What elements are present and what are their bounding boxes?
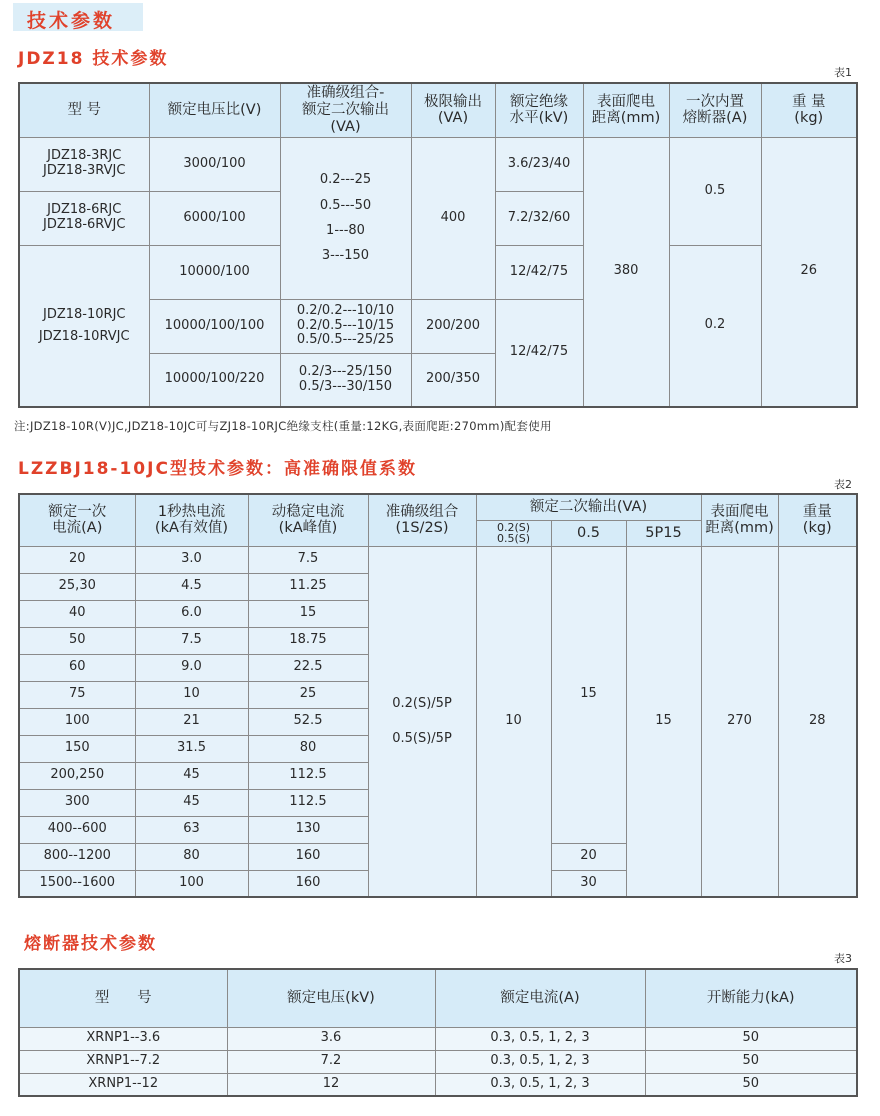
t3-current: 0.3, 0.5, 1, 2, 3 bbox=[435, 1073, 645, 1096]
t1-limit-r5: 200/350 bbox=[411, 353, 495, 407]
t1-header-fuse: 一次内置 熔断器(A) bbox=[669, 83, 761, 137]
t2-dynamic-current: 11.25 bbox=[248, 573, 368, 600]
t2-thermal-current: 21 bbox=[135, 708, 248, 735]
t3-current: 0.3, 0.5, 1, 2, 3 bbox=[435, 1027, 645, 1050]
t3-breaking: 50 bbox=[645, 1027, 857, 1050]
t1-accuracy-main: 0.2---25 0.5---50 1---80 3---150 bbox=[280, 137, 411, 299]
table3-body bbox=[19, 1027, 857, 1096]
t1-limit-r4: 200/200 bbox=[411, 299, 495, 353]
t1-model-6: JDZ18-6RJC JDZ18-6RVJC bbox=[19, 191, 149, 245]
table1-header-row bbox=[19, 83, 857, 137]
t2-header-output: 额定二次输出(VA) bbox=[476, 494, 701, 520]
t1-creepage: 380 bbox=[583, 137, 669, 407]
table-lzzbj18 bbox=[18, 493, 858, 898]
t1-ratio: 3000/100 bbox=[149, 137, 280, 191]
table-row bbox=[19, 1027, 857, 1050]
t2-thermal-current: 80 bbox=[135, 843, 248, 870]
t2-dynamic-current: 112.5 bbox=[248, 789, 368, 816]
table3-heading: 熔断器技术参数 bbox=[24, 934, 157, 954]
table-row bbox=[19, 1073, 857, 1096]
t1-insulation: 12/42/75 bbox=[495, 245, 583, 299]
t2-primary-current: 50 bbox=[19, 627, 135, 654]
t1-insulation: 7.2/32/60 bbox=[495, 191, 583, 245]
t3-current: 0.3, 0.5, 1, 2, 3 bbox=[435, 1050, 645, 1073]
table-row bbox=[19, 546, 857, 573]
t2-thermal-current: 7.5 bbox=[135, 627, 248, 654]
table-row bbox=[19, 137, 857, 191]
t2-primary-current: 20 bbox=[19, 546, 135, 573]
t3-model: XRNP1--3.6 bbox=[19, 1027, 227, 1050]
table2-heading: LZZBJ18-10JC型技术参数：高准确限值系数 bbox=[18, 459, 417, 479]
t1-header-ratio: 额定电压比(V) bbox=[149, 83, 280, 137]
t2-header-thermal: 1秒热电流 (kA有效值) bbox=[135, 494, 248, 546]
table-jdz18 bbox=[18, 82, 858, 408]
t1-model-3: JDZ18-3RJC JDZ18-3RVJC bbox=[19, 137, 149, 191]
t1-header-insulation: 额定绝缘 水平(kV) bbox=[495, 83, 583, 137]
t3-model: XRNP1--12 bbox=[19, 1073, 227, 1096]
t2-primary-current: 400--600 bbox=[19, 816, 135, 843]
t1-fuse-a: 0.5 bbox=[669, 137, 761, 245]
t1-ratio: 10000/100/100 bbox=[149, 299, 280, 353]
table2-header-row bbox=[19, 494, 857, 520]
t2-dynamic-current: 25 bbox=[248, 681, 368, 708]
t3-header-voltage: 额定电压(kV) bbox=[227, 969, 435, 1027]
t1-model-10: JDZ18-10RJC JDZ18-10RVJC bbox=[19, 245, 149, 407]
t1-header-limit: 极限输出 (VA) bbox=[411, 83, 495, 137]
t2-primary-current: 60 bbox=[19, 654, 135, 681]
t2-primary-current: 25,30 bbox=[19, 573, 135, 600]
t1-weight: 26 bbox=[761, 137, 857, 407]
t1-header-creepage: 表面爬电 距离(mm) bbox=[583, 83, 669, 137]
t1-insulation: 3.6/23/40 bbox=[495, 137, 583, 191]
t1-ratio: 6000/100 bbox=[149, 191, 280, 245]
t2-thermal-current: 4.5 bbox=[135, 573, 248, 600]
t2-creepage: 270 bbox=[701, 546, 778, 897]
t2-thermal-current: 63 bbox=[135, 816, 248, 843]
t2-dynamic-current: 15 bbox=[248, 600, 368, 627]
t2-header-primary: 额定一次 电流(A) bbox=[19, 494, 135, 546]
t1-limit-main: 400 bbox=[411, 137, 495, 299]
table1-note: 注:JDZ18-10R(V)JC,JDZ18-10JC可与ZJ18-10RJC绝缘支柱(重量:12KG,表面爬距:270mm)配套使用 bbox=[14, 419, 552, 433]
table-fuse bbox=[18, 968, 858, 1097]
t2-weight: 28 bbox=[778, 546, 857, 897]
t2-output-05: 15 bbox=[551, 546, 626, 843]
t1-fuse-b: 0.2 bbox=[669, 245, 761, 407]
t2-dynamic-current: 18.75 bbox=[248, 627, 368, 654]
t2-header-accuracy: 准确级组合 (1S/2S) bbox=[368, 494, 476, 546]
t2-header-dynamic: 动稳定电流 (kA峰值) bbox=[248, 494, 368, 546]
t2-thermal-current: 6.0 bbox=[135, 600, 248, 627]
t2-thermal-current: 31.5 bbox=[135, 735, 248, 762]
table3-label: 表3 bbox=[834, 952, 852, 965]
t2-dynamic-current: 112.5 bbox=[248, 762, 368, 789]
t1-ratio: 10000/100/220 bbox=[149, 353, 280, 407]
table-row bbox=[19, 1050, 857, 1073]
t1-ratio: 10000/100 bbox=[149, 245, 280, 299]
t3-header-model: 型 号 bbox=[19, 969, 227, 1027]
t1-accuracy-r4: 0.2/0.2---10/10 0.2/0.5---10/15 0.5/0.5---25/25 bbox=[280, 299, 411, 353]
t2-thermal-current: 10 bbox=[135, 681, 248, 708]
t3-model: XRNP1--7.2 bbox=[19, 1050, 227, 1073]
t2-subheader-05: 0.5 bbox=[551, 520, 626, 546]
t2-output-05: 30 bbox=[551, 870, 626, 897]
t1-header-accuracy: 准确级组合- 额定二次输出 (VA) bbox=[280, 83, 411, 137]
t2-subheader-02: 0.2(S) 0.5(S) bbox=[476, 520, 551, 546]
t3-voltage: 12 bbox=[227, 1073, 435, 1096]
t3-header-breaking: 开断能力(kA) bbox=[645, 969, 857, 1027]
t2-primary-current: 150 bbox=[19, 735, 135, 762]
t2-thermal-current: 9.0 bbox=[135, 654, 248, 681]
t2-dynamic-current: 80 bbox=[248, 735, 368, 762]
t2-primary-current: 800--1200 bbox=[19, 843, 135, 870]
t1-insulation: 12/42/75 bbox=[495, 299, 583, 407]
t2-thermal-current: 100 bbox=[135, 870, 248, 897]
t3-voltage: 7.2 bbox=[227, 1050, 435, 1073]
t1-accuracy-r5: 0.2/3---25/150 0.5/3---30/150 bbox=[280, 353, 411, 407]
t2-subheader-5p15: 5P15 bbox=[626, 520, 701, 546]
t2-primary-current: 300 bbox=[19, 789, 135, 816]
t2-output-02: 10 bbox=[476, 546, 551, 897]
t2-dynamic-current: 22.5 bbox=[248, 654, 368, 681]
table1-label: 表1 bbox=[834, 66, 852, 79]
t2-primary-current: 200,250 bbox=[19, 762, 135, 789]
table2-label: 表2 bbox=[834, 478, 852, 491]
t2-output-05: 20 bbox=[551, 843, 626, 870]
t2-dynamic-current: 130 bbox=[248, 816, 368, 843]
t2-primary-current: 1500--1600 bbox=[19, 870, 135, 897]
t3-breaking: 50 bbox=[645, 1073, 857, 1096]
t2-header-creepage: 表面爬电 距离(mm) bbox=[701, 494, 778, 546]
t2-thermal-current: 45 bbox=[135, 762, 248, 789]
table2-body bbox=[19, 546, 857, 897]
t2-primary-current: 40 bbox=[19, 600, 135, 627]
t1-header-weight: 重 量 (kg) bbox=[761, 83, 857, 137]
t3-header-current: 额定电流(A) bbox=[435, 969, 645, 1027]
section-title: 技术参数 bbox=[27, 10, 116, 32]
t2-header-weight: 重量 (kg) bbox=[778, 494, 857, 546]
t2-primary-current: 100 bbox=[19, 708, 135, 735]
t3-breaking: 50 bbox=[645, 1050, 857, 1073]
t2-dynamic-current: 52.5 bbox=[248, 708, 368, 735]
t2-primary-current: 75 bbox=[19, 681, 135, 708]
t2-output-5p15: 15 bbox=[626, 546, 701, 897]
t2-dynamic-current: 7.5 bbox=[248, 546, 368, 573]
t2-thermal-current: 3.0 bbox=[135, 546, 248, 573]
t2-dynamic-current: 160 bbox=[248, 870, 368, 897]
section-title-box bbox=[13, 3, 143, 31]
t2-dynamic-current: 160 bbox=[248, 843, 368, 870]
t2-accuracy: 0.2(S)/5P 0.5(S)/5P bbox=[368, 546, 476, 897]
t3-voltage: 3.6 bbox=[227, 1027, 435, 1050]
table3-header-row bbox=[19, 969, 857, 1027]
t1-header-model: 型 号 bbox=[19, 83, 149, 137]
t2-thermal-current: 45 bbox=[135, 789, 248, 816]
table1-heading: JDZ18 技术参数 bbox=[18, 49, 169, 69]
